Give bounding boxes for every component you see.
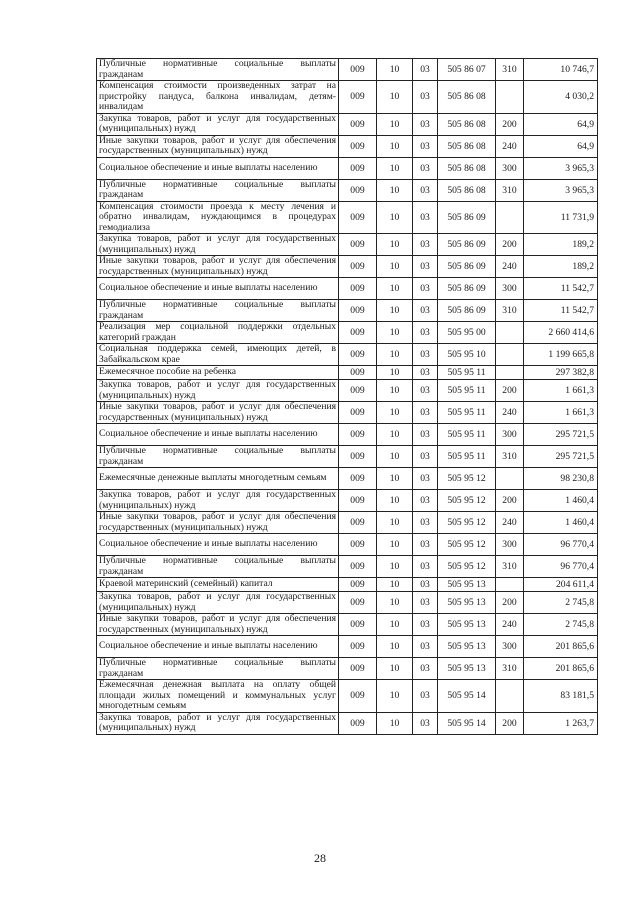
row-admin-code: 009 [339, 534, 377, 556]
row-target-article: 505 95 13 [438, 592, 496, 614]
row-admin-code: 009 [339, 512, 377, 534]
row-amount: 189,2 [524, 256, 598, 278]
row-amount: 10 746,7 [524, 59, 598, 81]
table-row [97, 135, 598, 157]
row-amount: 11 542,7 [524, 300, 598, 322]
row-target-article: 505 95 10 [438, 344, 496, 366]
row-section-code: 10 [377, 157, 413, 179]
table-row [97, 322, 598, 344]
row-section-code: 10 [377, 366, 413, 380]
row-name: Компенсация стоимости проезда к месту лечения и обратно инвалидам, нуждающимся в процедурах гемодиализа [97, 201, 339, 234]
row-name: Закупка товаров, работ и услуг для государственных (муниципальных) нужд [97, 234, 339, 256]
row-section-code: 10 [377, 658, 413, 680]
table-row [97, 658, 598, 680]
row-admin-code: 009 [339, 658, 377, 680]
row-subsection-code: 03 [413, 534, 438, 556]
row-amount: 3 965,3 [524, 179, 598, 201]
row-admin-code: 009 [339, 490, 377, 512]
row-admin-code: 009 [339, 556, 377, 578]
table-row [97, 113, 598, 135]
row-target-article: 505 86 09 [438, 278, 496, 300]
row-name: Ежемесячная денежная выплата на оплату общей площади жилых помещений и коммунальных услуг многодетным семьям [97, 680, 339, 713]
row-subsection-code: 03 [413, 322, 438, 344]
row-target-article: 505 95 13 [438, 658, 496, 680]
row-name: Иные закупки товаров, работ и услуг для обеспечения государственных (муниципальных) нужд [97, 135, 339, 157]
row-amount: 1 661,3 [524, 402, 598, 424]
row-target-article: 505 86 08 [438, 179, 496, 201]
row-section-code: 10 [377, 614, 413, 636]
row-amount: 11 731,9 [524, 201, 598, 234]
row-section-code: 10 [377, 59, 413, 81]
row-admin-code: 009 [339, 402, 377, 424]
row-amount: 64,9 [524, 135, 598, 157]
row-admin-code: 009 [339, 614, 377, 636]
row-expense-type: 200 [496, 234, 524, 256]
row-section-code: 10 [377, 113, 413, 135]
table-row [97, 256, 598, 278]
table-row [97, 468, 598, 490]
row-section-code: 10 [377, 201, 413, 234]
row-amount: 204 611,4 [524, 578, 598, 592]
row-amount: 201 865,6 [524, 658, 598, 680]
row-name: Закупка товаров, работ и услуг для государственных (муниципальных) нужд [97, 490, 339, 512]
table-row [97, 59, 598, 81]
row-target-article: 505 95 12 [438, 534, 496, 556]
row-target-article: 505 95 11 [438, 424, 496, 446]
row-subsection-code: 03 [413, 380, 438, 402]
table-row [97, 592, 598, 614]
row-admin-code: 009 [339, 234, 377, 256]
row-amount: 96 770,4 [524, 534, 598, 556]
row-subsection-code: 03 [413, 344, 438, 366]
row-amount: 1 460,4 [524, 512, 598, 534]
row-section-code: 10 [377, 344, 413, 366]
row-admin-code: 009 [339, 636, 377, 658]
row-name: Компенсация стоимости произведенных затрат на пристройку пандуса, балкона инвалидам, детям-инвалидам [97, 81, 339, 114]
row-expense-type [496, 366, 524, 380]
row-name: Социальное обеспечение и иные выплаты населению [97, 636, 339, 658]
row-admin-code: 009 [339, 81, 377, 114]
row-target-article: 505 95 11 [438, 380, 496, 402]
row-subsection-code: 03 [413, 256, 438, 278]
row-amount: 2 745,8 [524, 614, 598, 636]
row-subsection-code: 03 [413, 592, 438, 614]
row-subsection-code: 03 [413, 578, 438, 592]
row-amount: 96 770,4 [524, 556, 598, 578]
row-subsection-code: 03 [413, 300, 438, 322]
row-name: Публичные нормативные социальные выплаты гражданам [97, 556, 339, 578]
row-expense-type: 200 [496, 592, 524, 614]
row-section-code: 10 [377, 234, 413, 256]
table-row [97, 614, 598, 636]
row-amount: 1 460,4 [524, 490, 598, 512]
row-name: Социальное обеспечение и иные выплаты населению [97, 278, 339, 300]
row-section-code: 10 [377, 636, 413, 658]
row-subsection-code: 03 [413, 113, 438, 135]
row-admin-code: 009 [339, 424, 377, 446]
row-admin-code: 009 [339, 278, 377, 300]
row-section-code: 10 [377, 380, 413, 402]
row-admin-code: 009 [339, 446, 377, 468]
row-expense-type [496, 680, 524, 713]
row-expense-type [496, 578, 524, 592]
row-expense-type: 240 [496, 256, 524, 278]
row-section-code: 10 [377, 446, 413, 468]
row-amount: 2 745,8 [524, 592, 598, 614]
row-admin-code: 009 [339, 59, 377, 81]
row-name: Публичные нормативные социальные выплаты гражданам [97, 446, 339, 468]
row-expense-type [496, 81, 524, 114]
row-name: Краевой материнский (семейный) капитал [97, 578, 339, 592]
row-target-article: 505 95 12 [438, 468, 496, 490]
table-row [97, 344, 598, 366]
row-expense-type [496, 201, 524, 234]
row-admin-code: 009 [339, 135, 377, 157]
table-row [97, 201, 598, 234]
row-expense-type [496, 322, 524, 344]
row-name: Публичные нормативные социальные выплаты гражданам [97, 658, 339, 680]
row-section-code: 10 [377, 468, 413, 490]
row-expense-type: 300 [496, 278, 524, 300]
row-admin-code: 009 [339, 113, 377, 135]
row-expense-type: 200 [496, 380, 524, 402]
row-admin-code: 009 [339, 201, 377, 234]
table-row [97, 578, 598, 592]
row-expense-type: 300 [496, 424, 524, 446]
row-expense-type: 240 [496, 402, 524, 424]
table-row [97, 234, 598, 256]
row-subsection-code: 03 [413, 556, 438, 578]
row-amount: 1 199 665,8 [524, 344, 598, 366]
row-amount: 1 661,3 [524, 380, 598, 402]
table-row [97, 424, 598, 446]
row-name: Иные закупки товаров, работ и услуг для обеспечения государственных (муниципальных) нужд [97, 614, 339, 636]
row-admin-code: 009 [339, 366, 377, 380]
row-expense-type: 310 [496, 179, 524, 201]
row-target-article: 505 86 09 [438, 201, 496, 234]
row-amount: 4 030,2 [524, 81, 598, 114]
row-target-article: 505 95 12 [438, 512, 496, 534]
row-section-code: 10 [377, 578, 413, 592]
row-amount: 3 965,3 [524, 157, 598, 179]
row-subsection-code: 03 [413, 468, 438, 490]
row-name: Публичные нормативные социальные выплаты гражданам [97, 59, 339, 81]
row-target-article: 505 95 13 [438, 614, 496, 636]
row-amount: 64,9 [524, 113, 598, 135]
row-amount: 98 230,8 [524, 468, 598, 490]
row-amount: 201 865,6 [524, 636, 598, 658]
row-subsection-code: 03 [413, 658, 438, 680]
row-target-article: 505 86 08 [438, 135, 496, 157]
row-subsection-code: 03 [413, 366, 438, 380]
row-name: Социальное обеспечение и иные выплаты населению [97, 157, 339, 179]
row-expense-type: 200 [496, 113, 524, 135]
table-row [97, 712, 598, 734]
row-expense-type: 240 [496, 512, 524, 534]
table-row [97, 366, 598, 380]
row-target-article: 505 86 09 [438, 300, 496, 322]
row-expense-type: 310 [496, 300, 524, 322]
row-amount: 189,2 [524, 234, 598, 256]
row-target-article: 505 95 14 [438, 680, 496, 713]
row-admin-code: 009 [339, 344, 377, 366]
table-row [97, 490, 598, 512]
row-amount: 297 382,8 [524, 366, 598, 380]
row-subsection-code: 03 [413, 446, 438, 468]
row-expense-type: 310 [496, 556, 524, 578]
row-target-article: 505 95 00 [438, 322, 496, 344]
row-amount: 2 660 414,6 [524, 322, 598, 344]
row-expense-type: 300 [496, 157, 524, 179]
row-section-code: 10 [377, 300, 413, 322]
row-expense-type: 300 [496, 534, 524, 556]
row-expense-type [496, 468, 524, 490]
row-admin-code: 009 [339, 179, 377, 201]
row-name: Иные закупки товаров, работ и услуг для обеспечения государственных (муниципальных) нужд [97, 256, 339, 278]
row-target-article: 505 95 14 [438, 712, 496, 734]
table-row [97, 636, 598, 658]
table-row [97, 179, 598, 201]
table-row [97, 157, 598, 179]
row-expense-type [496, 344, 524, 366]
row-subsection-code: 03 [413, 512, 438, 534]
row-name: Публичные нормативные социальные выплаты гражданам [97, 179, 339, 201]
row-name: Иные закупки товаров, работ и услуг для обеспечения государственных (муниципальных) нужд [97, 512, 339, 534]
row-section-code: 10 [377, 680, 413, 713]
row-target-article: 505 95 13 [438, 636, 496, 658]
row-target-article: 505 86 09 [438, 256, 496, 278]
row-section-code: 10 [377, 712, 413, 734]
row-target-article: 505 95 11 [438, 446, 496, 468]
row-expense-type: 240 [496, 135, 524, 157]
row-section-code: 10 [377, 534, 413, 556]
row-name: Закупка товаров, работ и услуг для государственных (муниципальных) нужд [97, 592, 339, 614]
row-target-article: 505 95 13 [438, 578, 496, 592]
page-number: 28 [314, 851, 326, 865]
row-name: Публичные нормативные социальные выплаты гражданам [97, 300, 339, 322]
row-name: Социальное обеспечение и иные выплаты населению [97, 534, 339, 556]
row-section-code: 10 [377, 424, 413, 446]
row-target-article: 505 95 12 [438, 556, 496, 578]
row-admin-code: 009 [339, 578, 377, 592]
row-section-code: 10 [377, 556, 413, 578]
row-section-code: 10 [377, 179, 413, 201]
row-subsection-code: 03 [413, 59, 438, 81]
row-expense-type: 310 [496, 59, 524, 81]
row-expense-type: 240 [496, 614, 524, 636]
row-admin-code: 009 [339, 680, 377, 713]
table-row [97, 680, 598, 713]
row-amount: 11 542,7 [524, 278, 598, 300]
row-admin-code: 009 [339, 592, 377, 614]
row-target-article: 505 86 09 [438, 234, 496, 256]
row-expense-type: 200 [496, 490, 524, 512]
row-section-code: 10 [377, 490, 413, 512]
table-row [97, 556, 598, 578]
row-admin-code: 009 [339, 380, 377, 402]
row-target-article: 505 86 08 [438, 157, 496, 179]
row-expense-type: 310 [496, 658, 524, 680]
row-name: Социальное обеспечение и иные выплаты населению [97, 424, 339, 446]
row-name: Закупка товаров, работ и услуг для государственных (муниципальных) нужд [97, 380, 339, 402]
row-subsection-code: 03 [413, 234, 438, 256]
row-name: Закупка товаров, работ и услуг для государственных (муниципальных) нужд [97, 113, 339, 135]
row-subsection-code: 03 [413, 135, 438, 157]
row-target-article: 505 86 08 [438, 81, 496, 114]
row-subsection-code: 03 [413, 712, 438, 734]
row-name: Закупка товаров, работ и услуг для государственных (муниципальных) нужд [97, 712, 339, 734]
table-body [97, 59, 598, 735]
row-section-code: 10 [377, 81, 413, 114]
table-row [97, 300, 598, 322]
row-target-article: 505 95 11 [438, 402, 496, 424]
row-subsection-code: 03 [413, 81, 438, 114]
row-amount: 83 181,5 [524, 680, 598, 713]
table-row [97, 380, 598, 402]
row-name: Социальная поддержка семей, имеющих детей, в Забайкальском крае [97, 344, 339, 366]
row-amount: 295 721,5 [524, 446, 598, 468]
row-subsection-code: 03 [413, 179, 438, 201]
row-subsection-code: 03 [413, 424, 438, 446]
table-row [97, 446, 598, 468]
row-target-article: 505 86 07 [438, 59, 496, 81]
row-subsection-code: 03 [413, 278, 438, 300]
table-row [97, 278, 598, 300]
budget-table [96, 58, 598, 735]
row-amount: 295 721,5 [524, 424, 598, 446]
row-section-code: 10 [377, 402, 413, 424]
row-expense-type: 310 [496, 446, 524, 468]
row-section-code: 10 [377, 322, 413, 344]
row-target-article: 505 95 12 [438, 490, 496, 512]
row-name: Ежемесячные денежные выплаты многодетным семьям [97, 468, 339, 490]
table-row [97, 534, 598, 556]
row-subsection-code: 03 [413, 680, 438, 713]
row-target-article: 505 95 11 [438, 366, 496, 380]
row-section-code: 10 [377, 278, 413, 300]
row-subsection-code: 03 [413, 614, 438, 636]
row-target-article: 505 86 08 [438, 113, 496, 135]
table-row [97, 81, 598, 114]
row-subsection-code: 03 [413, 636, 438, 658]
row-name: Реализация мер социальной поддержки отдельных категорий граждан [97, 322, 339, 344]
table-row [97, 512, 598, 534]
row-admin-code: 009 [339, 468, 377, 490]
row-name: Ежемесячное пособие на ребенка [97, 366, 339, 380]
row-amount: 1 263,7 [524, 712, 598, 734]
row-admin-code: 009 [339, 300, 377, 322]
row-section-code: 10 [377, 135, 413, 157]
row-expense-type: 200 [496, 712, 524, 734]
row-subsection-code: 03 [413, 201, 438, 234]
row-admin-code: 009 [339, 157, 377, 179]
row-admin-code: 009 [339, 322, 377, 344]
row-subsection-code: 03 [413, 490, 438, 512]
row-section-code: 10 [377, 592, 413, 614]
row-subsection-code: 03 [413, 402, 438, 424]
row-section-code: 10 [377, 256, 413, 278]
row-expense-type: 300 [496, 636, 524, 658]
table-row [97, 402, 598, 424]
row-section-code: 10 [377, 512, 413, 534]
row-name: Иные закупки товаров, работ и услуг для обеспечения государственных (муниципальных) нужд [97, 402, 339, 424]
row-admin-code: 009 [339, 712, 377, 734]
row-admin-code: 009 [339, 256, 377, 278]
row-subsection-code: 03 [413, 157, 438, 179]
